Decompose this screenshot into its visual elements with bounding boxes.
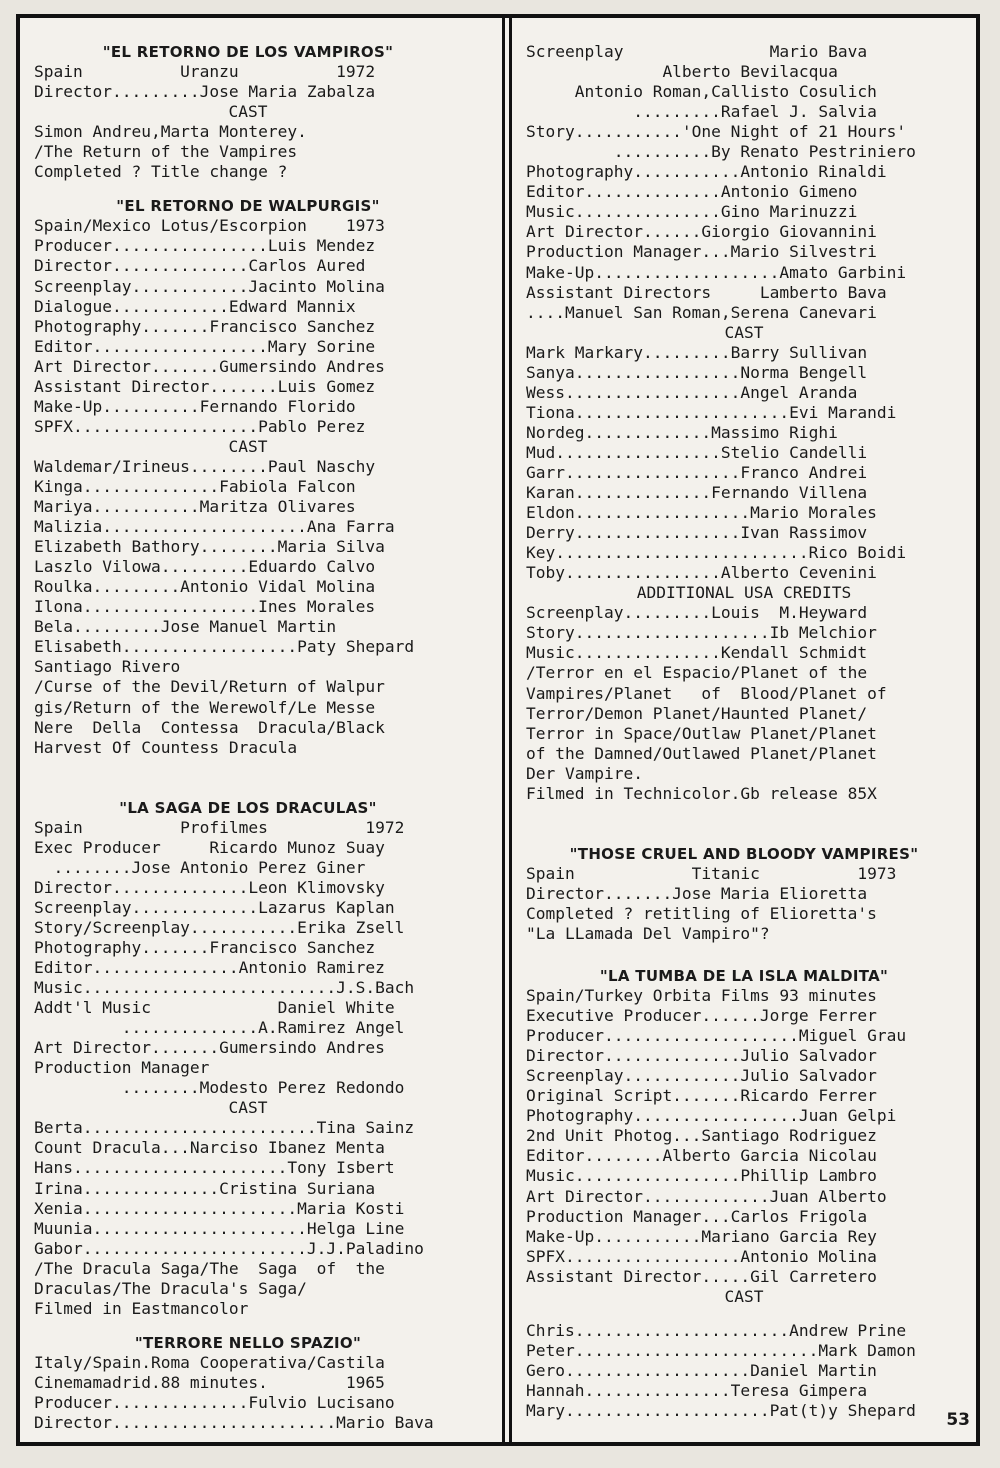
credit-line: Photography.......Francisco Sanchez	[34, 316, 376, 336]
credit-line: Production Manager...Mario Silvestri	[526, 242, 877, 262]
credit-line: Hans......................Tony Isbert	[34, 1158, 395, 1178]
credit-line: Nordeg.............Massimo Righi	[526, 422, 838, 442]
credit-line: Spain/Mexico Lotus/Escorpion 1973	[34, 216, 385, 236]
credit-line: /Curse of the Devil/Return of Walpur	[34, 677, 385, 697]
credit-line: Director.......................Mario Bava	[34, 1413, 434, 1433]
section-heading: CAST	[228, 1098, 268, 1118]
credit-line: Assistant Director.....Gil Carretero	[526, 1266, 877, 1286]
credit-line: Dialogue............Edward Mannix	[34, 296, 356, 316]
credit-line: SPFX...................Pablo Perez	[34, 416, 366, 436]
credit-line: Antonio Roman,Callisto Cosulich	[526, 82, 877, 102]
film-title: "EL RETORNO DE WALPURGIS"	[116, 197, 380, 216]
spacer	[34, 1319, 462, 1333]
page-number: 53	[946, 1410, 970, 1430]
credit-line: Make-Up...........Mariano Garcia Rey	[526, 1226, 877, 1246]
credit-line: Art Director.......Gumersindo Andres	[34, 356, 385, 376]
credit-line: SPFX..................Antonio Molina	[526, 1246, 877, 1266]
credit-line: Spain Profilmes 1972	[34, 817, 405, 837]
credit-line: Music...............Gino Marinuzzi	[526, 202, 858, 222]
credit-line: Bela.........Jose Manuel Martin	[34, 617, 337, 637]
credit-line: Editor........Alberto Garcia Nicolau	[526, 1146, 877, 1166]
section-heading: CAST	[724, 1286, 764, 1306]
credit-line: Malizia.....................Ana Farra	[34, 517, 395, 537]
credit-line: gis/Return of the Werewolf/Le Messe	[34, 697, 376, 717]
left-column	[34, 42, 462, 1433]
credit-line: Mary.....................Pat(t)y Shepard	[526, 1401, 916, 1420]
credit-line: Cinemamadrid.88 minutes. 1965	[34, 1372, 385, 1392]
spacer	[526, 1307, 962, 1321]
credit-line: Producer................Luis Mendez	[34, 236, 376, 256]
credit-line: Story....................Ib Melchior	[526, 623, 877, 643]
credit-line: Muunia......................Helga Line	[34, 1218, 405, 1238]
credit-line: Alberto Bevilacqua	[526, 62, 838, 82]
credit-line: ....Manuel San Roman,Serena Canevari	[526, 302, 877, 322]
magazine-page	[16, 14, 980, 1446]
credit-line: Chris......................Andrew Prine	[526, 1320, 907, 1340]
credit-line: Story...........'One Night of 21 Hours'	[526, 122, 907, 142]
credit-line: Ilona..................Ines Morales	[34, 597, 376, 617]
credit-line: Italy/Spain.Roma Cooperativa/Castila	[34, 1352, 385, 1372]
credit-line: Completed ? Title change ?	[34, 162, 288, 182]
credit-line: Producer....................Miguel Grau	[526, 1026, 907, 1046]
credit-line: Wess..................Angel Aranda	[526, 382, 858, 402]
credit-line: Photography...........Antonio Rinaldi	[526, 162, 887, 182]
credit-line: of the Damned/Outlawed Planet/Planet	[526, 743, 877, 763]
credit-line: Production Manager...Carlos Frigola	[526, 1206, 868, 1226]
credit-line: Garr..................Franco Andrei	[526, 462, 868, 482]
credit-line: Filmed in Eastmancolor	[34, 1298, 249, 1318]
credit-line: Kinga..............Fabiola Falcon	[34, 476, 356, 496]
credit-line: ........Jose Antonio Perez Giner	[34, 857, 366, 877]
film-title: "TERRORE NELLO SPAZIO"	[134, 1333, 362, 1352]
credit-line: Peter.........................Mark Damon	[526, 1340, 916, 1360]
film-title: "EL RETORNO DE LOS VAMPIROS"	[102, 43, 394, 61]
credit-line: Completed ? retitling of Elioretta's	[526, 903, 877, 923]
credit-line: Art Director......Giorgio Giovannini	[526, 222, 877, 242]
credit-line: Director.........Jose Maria Zabalza	[34, 82, 376, 102]
credit-line: Director..............Carlos Aured	[34, 256, 366, 276]
credit-line: Terror/Demon Planet/Haunted Planet/	[526, 703, 868, 723]
credit-line: Screenplay.............Lazarus Kaplan	[34, 897, 395, 917]
credit-line: Mariya...........Maritza Olivares	[34, 497, 356, 517]
credit-line: Photography.................Juan Gelpi	[526, 1106, 897, 1126]
credit-line: ..............A.Ramirez Angel	[34, 1018, 405, 1038]
credit-line: Mark Markary.........Barry Sullivan	[526, 342, 868, 362]
credit-line: Harvest Of Countess Dracula	[34, 737, 298, 757]
credit-line: Music...............Kendall Schmidt	[526, 643, 868, 663]
credit-line: Santiago Rivero	[34, 657, 181, 677]
section-heading: CAST	[724, 322, 764, 342]
credit-line: Gero...................Daniel Martin	[526, 1360, 877, 1380]
credit-line: Eldon..................Mario Morales	[526, 503, 877, 523]
credit-line: Exec Producer Ricardo Munoz Suay	[34, 837, 385, 857]
credit-line: Art Director.............Juan Alberto	[526, 1186, 887, 1206]
credit-line: Production Manager	[34, 1058, 210, 1078]
credit-line: Draculas/The Dracula's Saga/	[34, 1278, 307, 1298]
credit-line: Executive Producer......Jorge Ferrer	[526, 1006, 877, 1026]
credit-line: /The Return of the Vampires	[34, 142, 298, 162]
section-heading: CAST	[228, 102, 268, 122]
film-title: "LA TUMBA DE LA ISLA MALDITA"	[599, 967, 889, 986]
credit-line: Roulka.........Antonio Vidal Molina	[34, 577, 376, 597]
credit-line: Screenplay............Jacinto Molina	[34, 276, 385, 296]
credit-line: Screenplay.........Louis M.Heyward	[526, 603, 868, 623]
credit-line: /The Dracula Saga/The Saga of the	[34, 1258, 385, 1278]
credit-line: Art Director.......Gumersindo Andres	[34, 1038, 385, 1058]
credit-line: Waldemar/Irineus........Paul Naschy	[34, 456, 376, 476]
section-heading: CAST	[228, 436, 268, 456]
credit-line: Screenplay Mario Bava	[526, 42, 868, 61]
credit-line: Karan..............Fernando Villena	[526, 483, 868, 503]
credit-line: Count Dracula...Narciso Ibanez Menta	[34, 1138, 385, 1158]
credit-line: Toby................Alberto Cevenini	[526, 563, 877, 583]
credit-line: Gabor.......................J.J.Paladino	[34, 1238, 424, 1258]
credit-line: Editor..................Mary Sorine	[34, 336, 376, 356]
spacer	[526, 804, 962, 844]
credit-line: Make-Up..........Fernando Florido	[34, 396, 356, 416]
spacer	[526, 944, 962, 966]
credit-line: Hannah...............Teresa Gimpera	[526, 1380, 868, 1400]
credit-line: Photography.......Francisco Sanchez	[34, 937, 376, 957]
credit-line: Der Vampire.	[526, 763, 643, 783]
film-title: "LA SAGA DE LOS DRACULAS"	[119, 798, 377, 817]
credit-line: Editor...............Antonio Ramirez	[34, 958, 385, 978]
credit-line: Producer..............Fulvio Lucisano	[34, 1393, 395, 1412]
spacer	[34, 758, 462, 798]
credit-line: Elisabeth..................Paty Shepard	[34, 637, 415, 657]
credit-line: Addt'l Music Daniel White	[34, 998, 395, 1018]
credit-line: Vampires/Planet of Blood/Planet of	[526, 683, 887, 703]
credit-line: Music..........................J.S.Bach	[34, 978, 415, 998]
credit-line: Spain Uranzu 1972	[34, 62, 376, 82]
credit-line: Director..............Leon Klimovsky	[34, 877, 385, 897]
credit-line: /Terror en el Espacio/Planet of the	[526, 663, 868, 683]
credit-line: Sanya.................Norma Bengell	[526, 362, 868, 382]
credit-line: 2nd Unit Photog...Santiago Rodriguez	[526, 1126, 877, 1146]
credit-line: Key..........................Rico Boidi	[526, 543, 907, 563]
credit-line: Laszlo Vilowa.........Eduardo Calvo	[34, 557, 376, 577]
credit-line: Director.......Jose Maria Elioretta	[526, 883, 868, 903]
credit-line: Mud.................Stelio Candelli	[526, 442, 868, 462]
credit-line: Screenplay............Julio Salvador	[526, 1066, 877, 1086]
column-divider	[502, 18, 512, 1442]
credit-line: Spain Titanic 1973	[526, 863, 897, 883]
credit-line: Assistant Directors Lamberto Bava	[526, 282, 887, 302]
right-column	[526, 42, 962, 1421]
credit-line: ........Modesto Perez Redondo	[34, 1078, 405, 1098]
credit-line: Derry.................Ivan Rassimov	[526, 523, 868, 543]
credit-line: ..........By Renato Pestriniero	[526, 142, 916, 162]
credit-line: Terror in Space/Outlaw Planet/Planet	[526, 723, 877, 743]
credit-line: Editor..............Antonio Gimeno	[526, 182, 858, 202]
credit-line: Story/Screenplay...........Erika Zsell	[34, 917, 405, 937]
credit-line: Assistant Director.......Luis Gomez	[34, 376, 376, 396]
credit-line: Filmed in Technicolor.Gb release 85X	[526, 783, 877, 803]
section-heading: ADDITIONAL USA CREDITS	[636, 583, 852, 603]
credit-line: Spain/Turkey Orbita Films 93 minutes	[526, 986, 877, 1006]
credit-line: Berta........................Tina Sainz	[34, 1118, 415, 1138]
credit-line: Make-Up...................Amato Garbini	[526, 262, 907, 282]
credit-line: Elizabeth Bathory........Maria Silva	[34, 537, 385, 557]
credit-line: Irina..............Cristina Suriana	[34, 1178, 376, 1198]
credit-line: .........Rafael J. Salvia	[526, 102, 877, 122]
credit-line: Xenia......................Maria Kosti	[34, 1198, 405, 1218]
film-title: "THOSE CRUEL AND BLOODY VAMPIRES"	[569, 844, 919, 863]
credit-line: Music.................Phillip Lambro	[526, 1166, 877, 1186]
credit-line: Simon Andreu,Marta Monterey.	[34, 122, 307, 142]
spacer	[34, 182, 462, 196]
credit-line: Nere Della Contessa Dracula/Black	[34, 717, 385, 737]
credit-line: "La LLamada Del Vampiro"?	[526, 923, 770, 943]
credit-line: Original Script.......Ricardo Ferrer	[526, 1086, 877, 1106]
credit-line: Director..............Julio Salvador	[526, 1046, 877, 1066]
credit-line: Tiona......................Evi Marandi	[526, 402, 897, 422]
